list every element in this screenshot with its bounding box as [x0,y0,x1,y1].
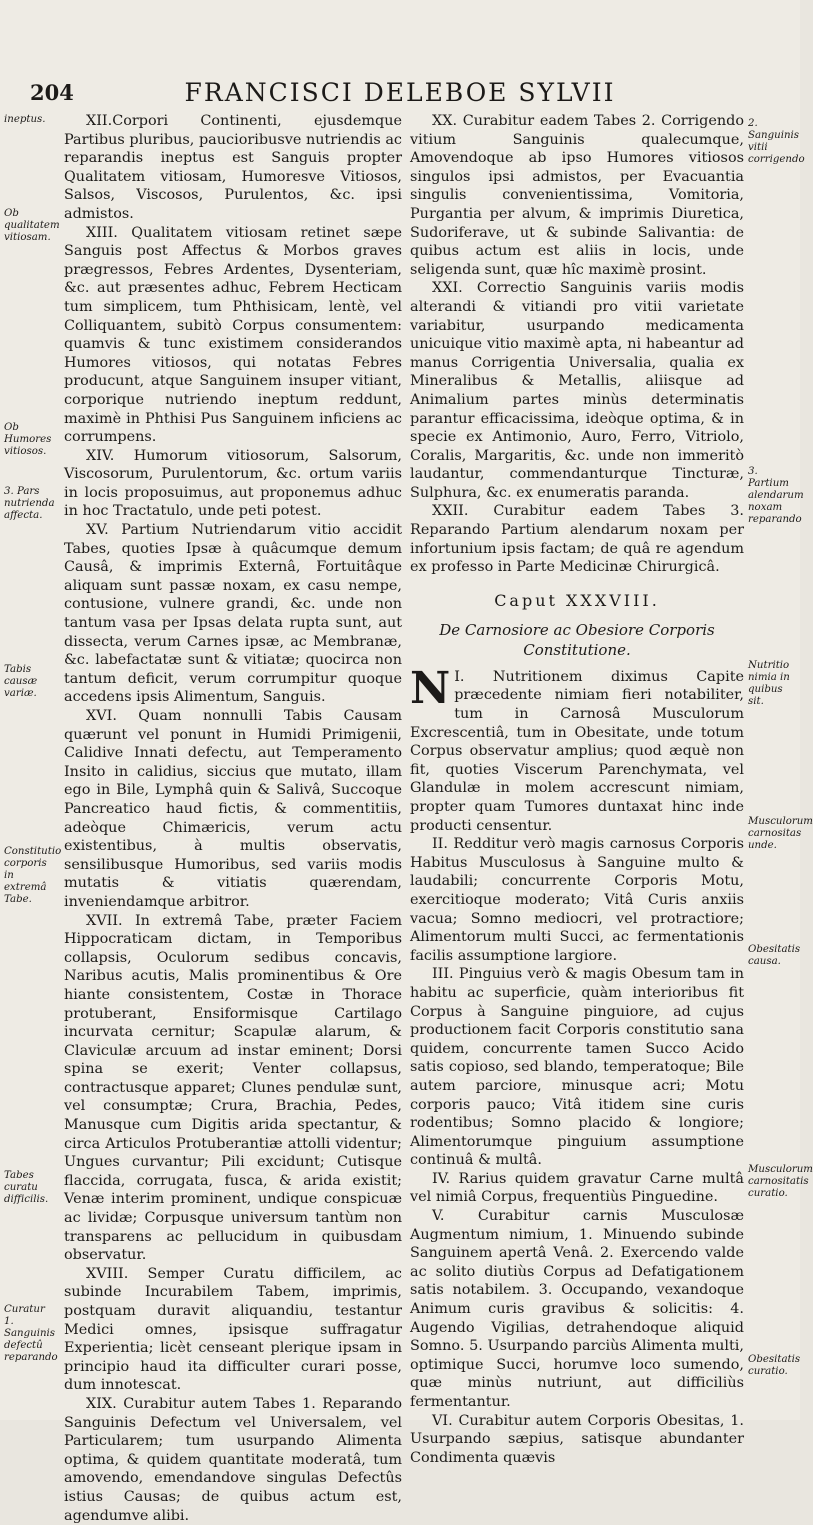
margin-note: 2. Sanguinis vitii corrigendo [748,118,805,165]
right-column [410,112,744,1467]
paragraph: XVII. In extremâ Tabe, præter Faciem Hippocraticam dictam, in Temporibus collapsis, Oculorum sedibus concavis, Naribus acutis, Malis prominentibus & Ore hiante consistentem, Costæ in Thorace protuberant, Ensiformisque Cartilago incurvata cernitur; Scapulæ alarum, & Claviculæ arcuum ad instar eminent; Dorsi spina se exerit; Venter collapsus, contractusque apparet; Clunes pendulæ sunt, vel consumptæ; Crura, Brachia, Pedes, Manusque cum Digitis arida spectantur, & circa Articulos Protuberantiæ attolli videntur; Ungues curvantur; Pili excidunt; Cutisque flaccida, corrugata, fusca, & arida existit; Venæ interim prominent, undique conspicuæ ac lividæ; Corpusque universum tantùm non transparens ac pellucidum in quibusdam observatur. [64,912,402,1264]
first-paragraph-text: I. Nutritionem diximus Capite præcedente nimiam fieri notabiliter, tum in Carnosâ Musculorum Excrescentiâ, tum in Obesitate, unde totum Corpus observatur amplius; quod æquè non fit, quoties Viscerum Parenchymata, vel Glandulæ in molem accrescunt nimiam, propter quam Tumores duntaxat hinc inde producti censentur. [410,668,744,834]
margin-note: Ob Humores vitiosos. [4,422,52,457]
margin-note: Tabis causæ variæ. [4,664,38,699]
running-head: FRANCISCI DELEBOE SYLVII [184,78,616,107]
margin-note: Ob qualitatem vitiosam. [4,208,60,243]
left-column [64,112,402,1525]
paragraph: IV. Rarius quidem gravatur Carne multâ vel nimiâ Corpus, frequentiùs Pinguedine. [410,1170,744,1206]
paragraph: XII.Corpori Continenti, ejusdemque Partibus pluribus, paucioribusve nutriendis ac reparandis ineptus est Sanguis propter Qualitatem vitiosam, Humoresve Vitiosos, Salsos, Viscosos, Purulentos, &c. ipsi admistos. [64,113,402,222]
margin-note: 3. Partium alendarum noxam reparando [748,466,804,525]
first-paragraph [410,662,744,835]
margin-note: Obesitatis causa. [748,944,801,967]
paragraph: XXII. Curabitur eadem Tabes 3. Reparando Partium alendarum noxam per infortunium ipsis factam; de quâ re agendum ex professo in Parte Medicinæ Chirurgicâ. [410,503,744,576]
margin-note: Musculorum carnositatis curatio. [748,1164,813,1199]
margin-note: Musculorum carnositas unde. [748,816,813,851]
paragraph: III. Pinguius verò & magis Obesum tam in habitu ac superficie, quàm interioribus fit Corpus à Sanguine pinguiore, ad cujus productionem facit Corporis constitutio sana quidem, concurrente tamen Succo Acido satis copioso, sed blando, temperatoque; Bile autem parciore, minusque acri; Motu corporis pauco; Vitâ itidem sine curis rodentibus; Somno placido & longiore; Alimentorumque pinguium assumptione continuâ & multâ. [410,966,744,1169]
paragraph: XXI. Correctio Sanguinis variis modis alterandi & vitiandi pro vitii varietate variabitur, usurpando medicamenta unicuique vitio maximè apta, ni habeantur ad manus Corrigentia Universalia, qualia ex Mineralibus & Metallis, aliisque ad Animalium partes minùs determinatis parantur efficacissima, ideòque optima, & in specie ex Antimonio, Auro, Ferro, Vitriolo, Coralis, Margaritis, &c. unde non immeritò laudantur, commendanturque Tincturæ, Sulphura, &c. ex enumeratis paranda. [410,280,744,501]
chapter-title: De Carnosiore ac Obesiore Corporis Constitutione. [439,620,715,659]
margin-note: Obesitatis curatio. [748,1354,801,1377]
paragraph: XVI. Quam nonnulli Tabis Causam quærunt vel ponunt in Humidi Primigenii, Calidive Innati defectu, aut Temperamento Insito in calidius, siccius que mutato, illam ego in Bile, Lymphâ quin & Salivâ, Succoque Pancreatico haud fictis, & commentitiis, adeòque Chimæricis, verum actu existentibus, à multis observatis, sensilibusque Humoribus, sed variis modis mutatis & vitiatis quærendam, inveniendamque arbitror. [64,708,402,910]
margin-note: Tabes curatu difficilis. [4,1170,49,1205]
margin-note: 3. Pars nutrienda affecta. [4,486,55,521]
chapter-heading: Caput XXXVIII. [494,590,660,610]
paragraph: XIII. Qualitatem vitiosam retinet sæpe Sanguis post Affectus & Morbos graves prægressos, Febres Ardentes, Dysenteriam, &c. aut præsentes adhuc, Febrem Hecticam tum simplicem, tum Phthisicam, lentè, vel Colliquantem, subitò Corpus consumentem: quamvis & tunc existimem considerandos Humores vitiosos, qui notatas Febres producunt, atque Sanguinem insuper vitiant, corporique nutriendo ineptum reddunt, maximè in Phthisi Pus Sanguinem inficiens ac corrumpens. [64,224,402,446]
drop-cap: N [410,662,451,714]
page-header [30,78,770,112]
page-number: 204 [30,80,74,105]
paragraph: XX. Curabitur eadem Tabes 2. Corrigendo vitium Sanguinis qualecumque, Amovendoque ab ipso Humores vitiosos singulos ipsi admistos, per Evacuantia singulis convenientissima, Vomitoria, Purgantia per alvum, & imprimis Diuretica, Sudoriferave, ut & subinde Salivantia: de quibus actum est aliis in locis, unde seligenda sunt, quæ hîc maximè prosint. [410,113,744,278]
paragraph: XVIII. Semper Curatu difficilem, ac subinde Incurabilem Tabem, imprimis, postquam duravit aliquandiu, testantur Medici omnes, ipsisque suffragatur Experientia; licèt censeant plerique ipsam in principio haud ita difficulter curari posse, dum innotescat. [64,1265,402,1394]
margin-note: Nutritio nimia in quibus sit. [748,660,790,707]
margin-note: ineptus. [4,114,46,125]
paragraph: V. Curabitur carnis Musculosæ Augmentum nimium, 1. Minuendo subinde Sanguinem apertâ Venâ. 2. Exercendo valde ac solito diutiùs Corpus ad Defatigationem satis notabilem. 3. Occupando, vexandoque Animum curis gravibus & solicitis: 4. Augendo Vigilias, detrahendoque aliquid Somno. 5. Usurpando parciùs Alimenta multi, optimique Succi, horumve loco sumendo, quæ minùs nutriunt, aut difficiliùs fermentantur. [410,1208,744,1410]
paragraph: XIX. Curabitur autem Tabes 1. Reparando Sanguinis Defectum vel Universalem, vel Particularem; tum usurpando Alimenta optima, & quidem quantitate moderatâ, tum amovendo, emendandove singulas Defectûs istius Causas; de quibus actum est, agendumve alibi. [64,1395,402,1524]
paragraph: XV. Partium Nutriendarum vitio accidit Tabes, quoties Ipsæ à quâcumque demum Causâ, & imprimis Externâ, Fortuitâque aliquam sunt passæ noxam, ex casu nempe, contusione, vulnere grandi, &c. unde non tantum vasa per Ipsas delata rupta sunt, aut dissecta, verum Carnes ipsæ, ac Membranæ, &c. labefactatæ sunt & vitiatæ; quocirca non tantum deficit, verum corrumpitur quoque accedens ipsis Alimentum, Sanguis. [64,522,402,706]
margin-note: Constitutio corporis in extremâ Tabe. [4,846,62,905]
margin-note: Curatur 1. Sanguinis defectû reparando [4,1304,58,1363]
paragraph: II. Redditur verò magis carnosus Corporis Habitus Musculosus à Sanguine multo & laudabili; concurrente Corporis Motu, exercitioque moderato; Vitâ Curis anxiis vacua; Somno mediocri, vel protractiore; Alimentorum multi Succi, ac fermentationis facilis assumptione largiore. [410,836,744,964]
paragraph: VI. Curabitur autem Corporis Obesitas, 1. Usurpando sæpius, satisque abundanter Condimenta quævis [410,1412,744,1466]
paragraph: XIV. Humorum vitiosorum, Salsorum, Viscosorum, Purulentorum, &c. ortum variis in locis proposuimus, aut proponemus adhuc in hoc Tractatulo, unde peti potest. [64,447,402,520]
